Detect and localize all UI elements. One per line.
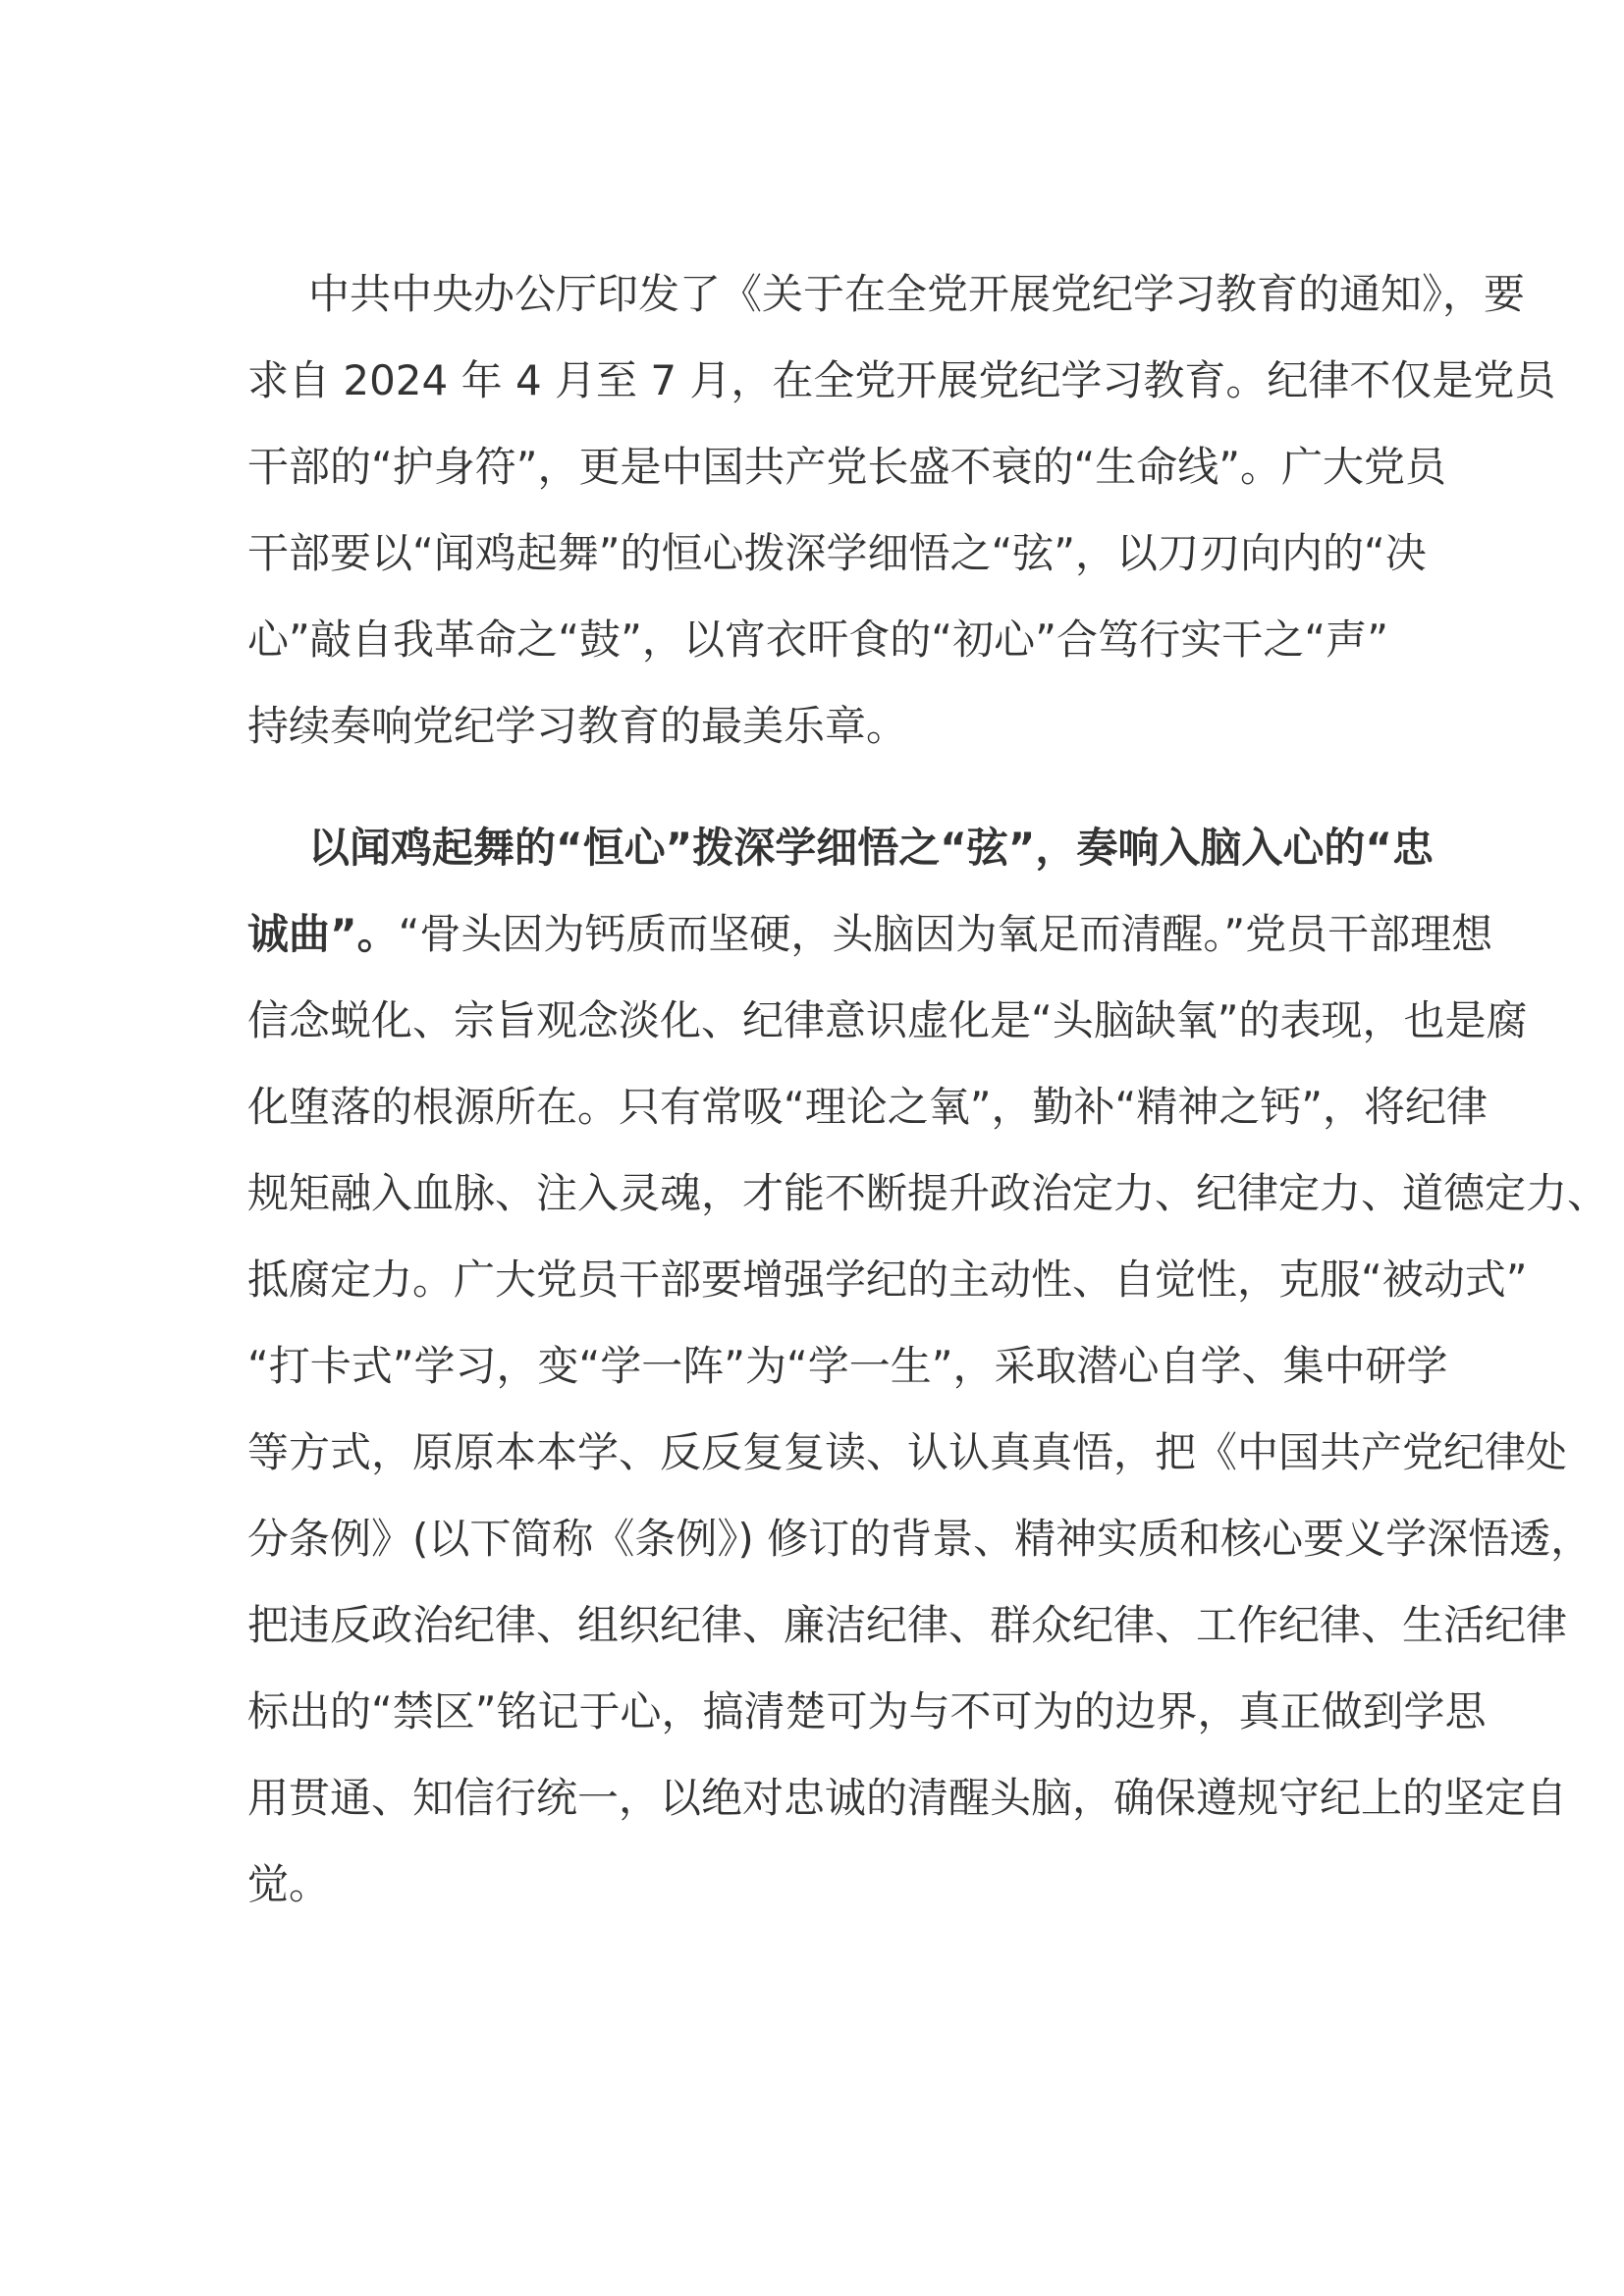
text-line [247,1496,1593,1582]
body-text: “打卡式”学习，变“学一阵”为“学一生”，采取潜心自学、集中研学 [247,1342,1448,1390]
text-line [247,251,1526,338]
body-text: 标出的“禁区”铭记于心，搞清楚可为与不可为的边界，真正做到学思 [247,1687,1487,1735]
text-line [247,424,1447,510]
body-text: 抵腐定力。广大党员干部要增强学纪的主动性、自觉性，克服“被动式” [247,1255,1528,1304]
body-text: 分条例》(以下简称《条例》) 修订的背景、精神实质和核心要义学深悟透， [247,1515,1593,1563]
body-text: 用贯通、知信行统一，以绝对忠诚的清醒头脑，确保遵规守纪上的坚定自 [247,1774,1568,1822]
text-line [247,1410,1568,1496]
text-line [247,1669,1487,1755]
body-text: “骨头因为钙质而坚硬，头脑因为氧足而清醒。”党员干部理想 [398,910,1493,958]
body-text: 信念蜕化、宗旨观念淡化、纪律意识虚化是“头脑缺氧”的表现，也是腐 [247,996,1528,1044]
text-line [247,1582,1568,1669]
body-text: 规矩融入血脉、注入灵魂，才能不断提升政治定力、纪律定力、道德定力、 [247,1169,1609,1217]
body-text: 化堕落的根源所在。只有常吸“理论之氧”，勤补“精神之钙”，将纪律 [247,1083,1489,1131]
body-text: 觉。 [247,1860,331,1908]
document-page [247,251,1609,1928]
text-line [247,510,1427,597]
text-line [247,978,1528,1064]
body-text: 等方式，原原本本学、反反复复读、认认真真悟，把《中国共产党纪律处 [247,1428,1568,1476]
body-text: 把违反政治纪律、组织纪律、廉洁纪律、群众纪律、工作纪律、生活纪律 [247,1601,1568,1649]
text-line [247,338,1556,424]
text-line [247,1150,1609,1237]
body-text: 干部的“护身符”，更是中国共产党长盛不衰的“生命线”。广大党员 [247,443,1447,491]
text-line [247,597,1388,683]
body-text: 干部要以“闻鸡起舞”的恒心拨深学细悟之“弦”，以刀刃向内的“决 [247,529,1427,577]
text-line [247,891,1493,978]
text-line [247,683,1388,770]
bold-heading-text: 诚曲”。 [247,910,399,958]
text-line [247,805,1435,891]
text-line [247,1323,1448,1410]
body-text: 持续奏响党纪学习教育的最美乐章。 [247,702,908,750]
section-paragraph [247,805,1609,1928]
text-line [247,1755,1568,1842]
text-line [247,1842,1388,1928]
text-line [247,1237,1528,1323]
body-text: 心”敲自我革命之“鼓”，以宵衣旰食的“初心”合笃行实干之“声” [247,615,1388,664]
text-line [247,1064,1489,1150]
body-text: 求自 2024 年 4 月至 7 月，在全党开展党纪学习教育。纪律不仅是党员 [247,356,1556,404]
intro-paragraph [247,251,1556,770]
body-text: 中共中央办公厅印发了《关于在全党开展党纪学习教育的通知》，要 [308,270,1526,318]
bold-heading-text: 以闻鸡起舞的“恒心”拨深学细悟之“弦”，奏响入脑入心的“忠 [308,824,1435,872]
